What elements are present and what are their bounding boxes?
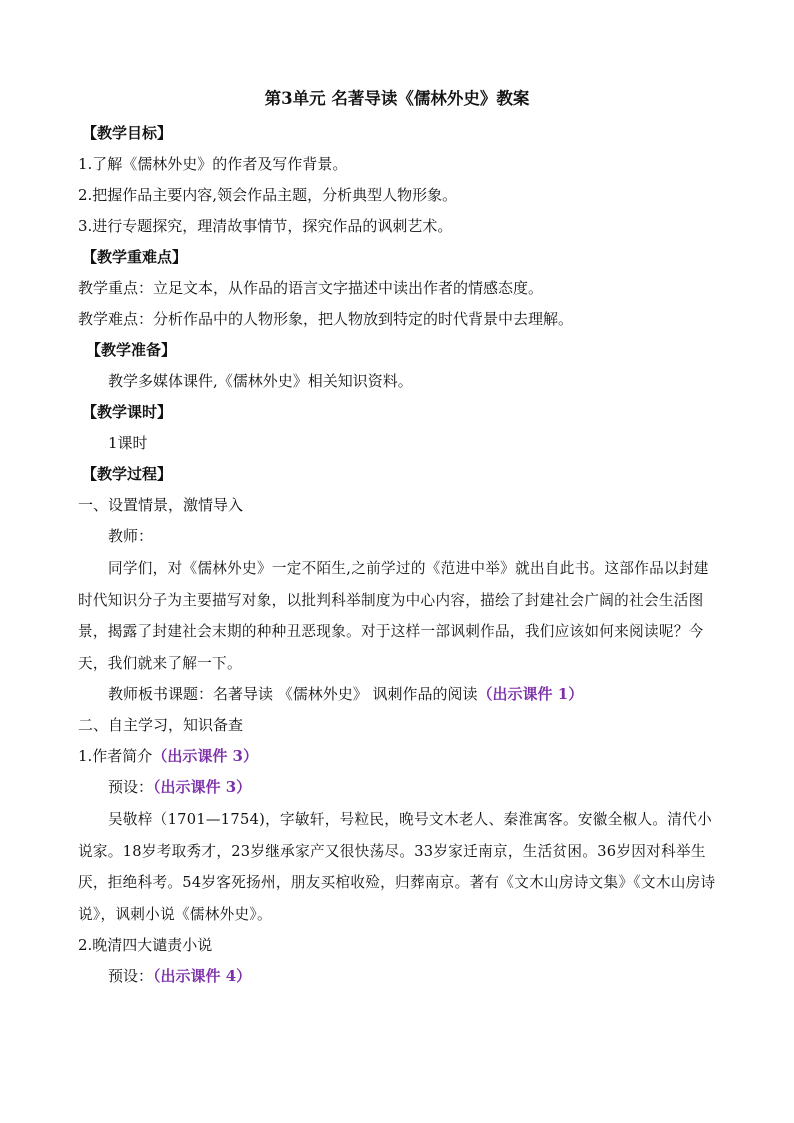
preset-line-1 — [108, 772, 251, 802]
author-cite: （出示课件 3） — [152, 747, 258, 765]
goal-item-1: 1.了解《儒林外史》的作者及写作背景。 — [78, 155, 348, 173]
difficult-point-text: 教学难点：分析作品中的人物形象，把人物放到特定的时代背景中去理解。 — [78, 310, 574, 328]
section-1-heading: 一、设置情景，激情导入 — [78, 496, 244, 514]
intro-paragraph: 同学们，对《儒林外史》一定不陌生,之前学过的《范进中举》就出自此书。这部作品以封建时代知识分子为主要描写对象，以批判科举制度为中心内容，描绘了封建社会广阔的社会生活图景，揭露了封建社会末期的种种丑恶现象。对于这样一部讽刺作品，我们应该如何来阅读呢？今天，我们就来了解一下。 — [78, 560, 709, 672]
prep-text: 教学多媒体课件,《儒林外史》相关知识资料。 — [108, 372, 413, 390]
goals-heading: 【教学目标】 — [82, 124, 173, 142]
hours-heading: 【教学课时】 — [82, 403, 173, 421]
section-2-heading: 二、自主学习，知识备查 — [78, 716, 244, 734]
key-point-text: 教学重点：立足文本，从作品的语言文字描述中读出作者的情感态度。 — [78, 279, 544, 297]
key-points-heading: 【教学重难点】 — [82, 248, 188, 266]
author-label: 1.作者简介 — [78, 747, 153, 765]
author-paragraph: 吴敬梓（1701—1754)，字敏轩，号粒民，晚号文木老人、秦淮寓客。安徽全椒人。清代小说家。18岁考取秀才，23岁继承家产又很快荡尽。33岁家迁南京，生活贫困。36岁因对科举生厌，拒绝科考。54岁客死扬州，朋友买棺收殓，归葬南京。著有《文木山房诗文集》《文木山房诗说》，讽刺小说《儒林外史》。 — [78, 811, 716, 923]
preset-label-2: 预设： — [108, 967, 154, 985]
novels-label: 2.晚清四大谴责小说 — [78, 936, 213, 954]
author-line — [78, 741, 258, 771]
board-line — [108, 679, 583, 709]
teacher-label: 教师： — [108, 527, 154, 545]
goal-item-2: 2.把握作品主要内容,领会作品主题，分析典型人物形象。 — [78, 186, 458, 204]
board-text: 教师板书课题：名著导读 《儒林外史》 讽刺作品的阅读 — [108, 685, 478, 703]
goal-item-3: 3.进行专题探究，理清故事情节，探究作品的讽刺艺术。 — [78, 217, 453, 235]
process-heading: 【教学过程】 — [82, 465, 173, 483]
preset-cite-3: （出示课件 3） — [153, 778, 252, 796]
preset-cite-4: （出示课件 4） — [153, 967, 252, 985]
preset-label-1: 预设： — [108, 778, 154, 796]
prep-heading: 【教学准备】 — [86, 341, 177, 359]
board-cite: （出示课件 1） — [477, 685, 584, 703]
hours-text: 1课时 — [108, 434, 148, 452]
preset-line-2 — [108, 961, 251, 991]
page-title: 第3单元 名著导读《儒林外史》教案 — [264, 89, 530, 108]
